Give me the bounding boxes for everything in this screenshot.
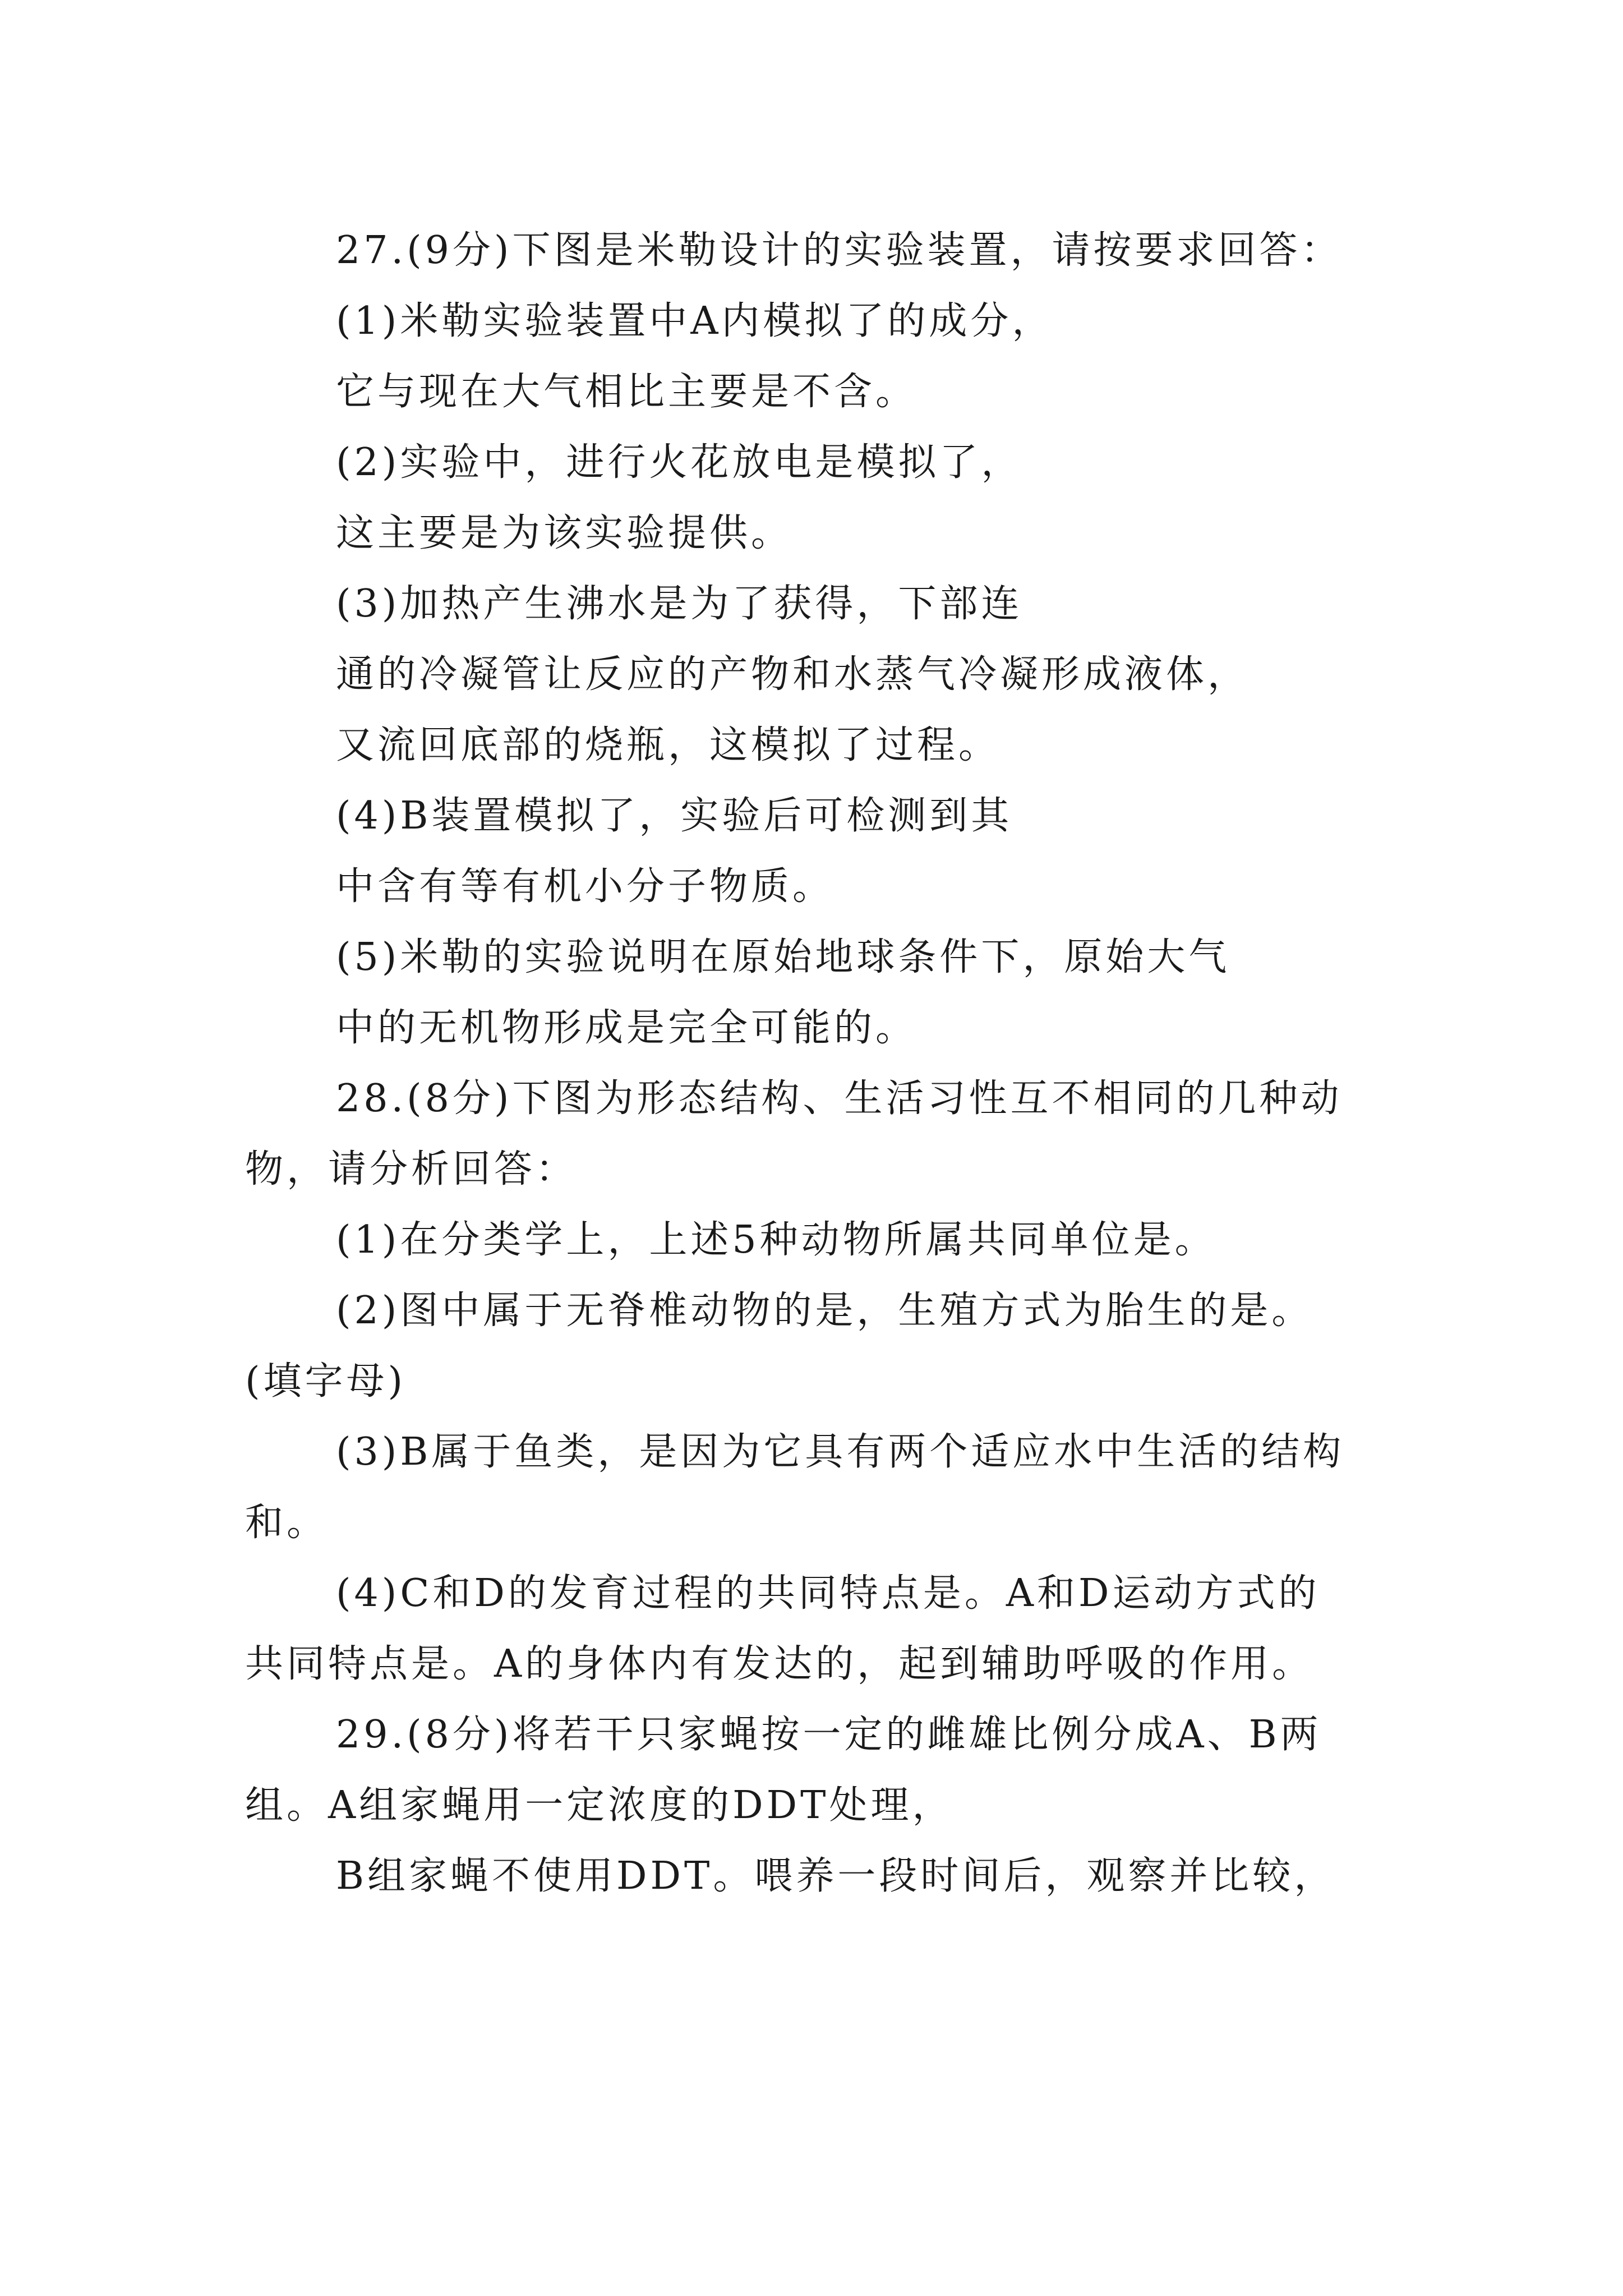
question-27-part-2-cont: 这主要是为该实验提供。 (336, 511, 793, 555)
question-27-part-1-cont: 它与现在大气相比主要是不含。 (336, 370, 917, 414)
question-28-part-4-cont: 共同特点是。A的身体内有发达的，起到辅助呼吸的作用。 (245, 1642, 1314, 1686)
question-27-part-2: (2)实验中，进行火花放电是模拟了， (336, 440, 1023, 485)
question-27-part-5-cont: 中的无机物形成是完全可能的。 (336, 1006, 917, 1050)
question-27-part-1: (1)米勒实验装置中A内模拟了的成分， (336, 299, 1054, 343)
question-27-part-4: (4)B装置模拟了，实验后可检测到其 (336, 794, 1013, 838)
question-28-part-3-cont: 和。 (245, 1501, 329, 1545)
question-28-intro-cont: 物，请分析回答： (245, 1147, 578, 1191)
question-29-intro: 29.(8分)将若干只家蝇按一定的雌雄比例分成A、B两 (336, 1713, 1322, 1757)
question-27-intro: 27.(9分)下图是米勒设计的实验装置，请按要求回答： (336, 228, 1343, 273)
question-28-part-2-cont: (填字母) (245, 1359, 407, 1404)
question-27-part-3-cont-2: 又流回底部的烧瓶，这模拟了过程。 (336, 723, 1000, 767)
question-28-part-3: (3)B属于鱼类，是因为它具有两个适应水中生活的结构 (336, 1430, 1345, 1474)
question-28-part-1: (1)在分类学上，上述5种动物所属共同单位是。 (336, 1218, 1216, 1262)
document-body (245, 215, 1389, 1912)
question-29-intro-cont-2: B组家蝇不使用DDT。喂养一段时间后，观察并比较， (336, 1854, 1336, 1898)
question-28-part-2: (2)图中属于无脊椎动物的是，生殖方式为胎生的是。 (336, 1289, 1313, 1333)
question-27-part-3-cont: 通的冷凝管让反应的产物和水蒸气冷凝形成液体， (336, 652, 1249, 697)
question-27-part-5: (5)米勒的实验说明在原始地球条件下，原始大气 (336, 935, 1230, 979)
question-28-part-4: (4)C和D的发育过程的共同特点是。A和D运动方式的 (336, 1571, 1320, 1616)
question-28-intro: 28.(8分)下图为形态结构、生活习性互不相同的几种动 (336, 1076, 1343, 1121)
question-27-part-3: (3)加热产生沸水是为了获得，下部连 (336, 582, 1023, 626)
question-29-intro-cont: 组。A组家蝇用一定浓度的DDT处理， (245, 1783, 954, 1828)
question-27-part-4-cont: 中含有等有机小分子物质。 (336, 864, 834, 909)
